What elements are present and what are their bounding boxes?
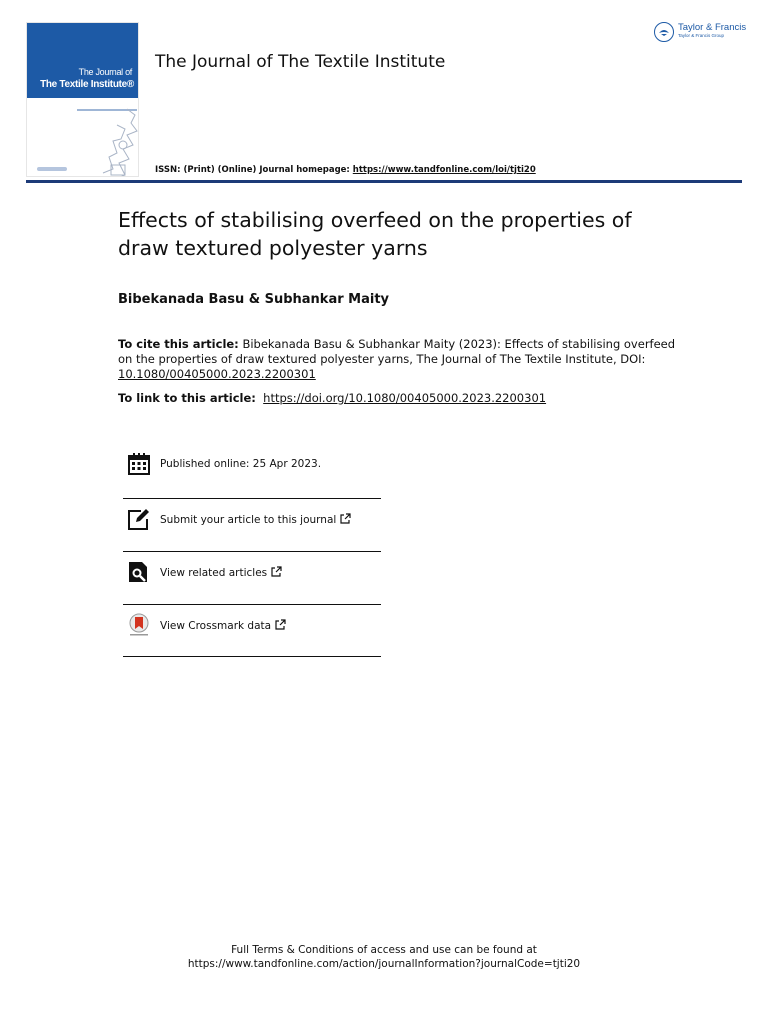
external-link-icon: [271, 566, 282, 577]
cite-label: To cite this article:: [118, 337, 239, 351]
crossmark-row[interactable]: [123, 601, 381, 653]
cover-publisher-mark: [37, 167, 67, 171]
journal-cover-image: [26, 22, 139, 177]
related-articles-label: View related articles: [160, 566, 282, 579]
related-articles-row[interactable]: [123, 548, 381, 600]
cite-text: Bibekanada Basu & Subhankar Maity (2023): Effects of stabilising overfeed on the properties of draw textured polyester yarns, The Journal of The Textile Institute, DOI:: [118, 337, 676, 366]
issn-line: [155, 165, 536, 175]
published-online-row: [123, 440, 381, 492]
divider: [123, 656, 381, 657]
doi-link[interactable]: 10.1080/00405000.2023.2200301: [118, 367, 316, 381]
header-rule: [26, 180, 742, 183]
article-url-link[interactable]: https://doi.org/10.1080/00405000.2023.2200301: [263, 391, 547, 405]
footer-line1: Full Terms & Conditions of access and use can be found at: [231, 944, 537, 956]
submit-article-label: Submit your article to this journal: [160, 513, 351, 526]
journal-homepage-link[interactable]: https://www.tandfonline.com/loi/tjti20: [352, 165, 536, 175]
edit-icon: [127, 507, 151, 531]
publisher-group: Taylor & Francis Group: [678, 33, 725, 38]
publisher-name: Taylor & Francis: [678, 22, 747, 33]
journal-name: The Journal of The Textile Institute: [155, 52, 446, 72]
external-link-icon: [340, 513, 351, 524]
external-link-icon: [275, 619, 286, 630]
cover-title-line1: The Journal of: [78, 67, 132, 77]
citation-block: [118, 337, 678, 382]
published-online-label: Published online: 25 Apr 2023.: [160, 458, 322, 470]
link-block: [118, 391, 678, 406]
tf-logo-icon: [654, 22, 674, 42]
taylor-francis-logo[interactable]: [654, 22, 746, 42]
footer-terms: [0, 943, 768, 971]
link-label: To link to this article:: [118, 391, 256, 405]
cover-title-line2: The Textile Institute®: [40, 79, 134, 90]
issn-label: ISSN: (Print) (Online) Journal homepage:: [155, 165, 353, 175]
article-authors: Bibekanada Basu & Subhankar Maity: [118, 292, 390, 307]
footer-terms-link[interactable]: https://www.tandfonline.com/action/journalInformation?journalCode=tjti20: [187, 958, 581, 970]
cover-illustration: [97, 105, 139, 177]
article-title: Effects of stabilising overfeed on the properties of draw textured polyester yarns: [118, 208, 632, 260]
crossmark-icon: [127, 613, 151, 637]
search-document-icon: [127, 560, 151, 584]
submit-article-row[interactable]: [123, 495, 381, 547]
calendar-icon: [127, 452, 151, 476]
crossmark-label: View Crossmark data: [160, 619, 286, 632]
